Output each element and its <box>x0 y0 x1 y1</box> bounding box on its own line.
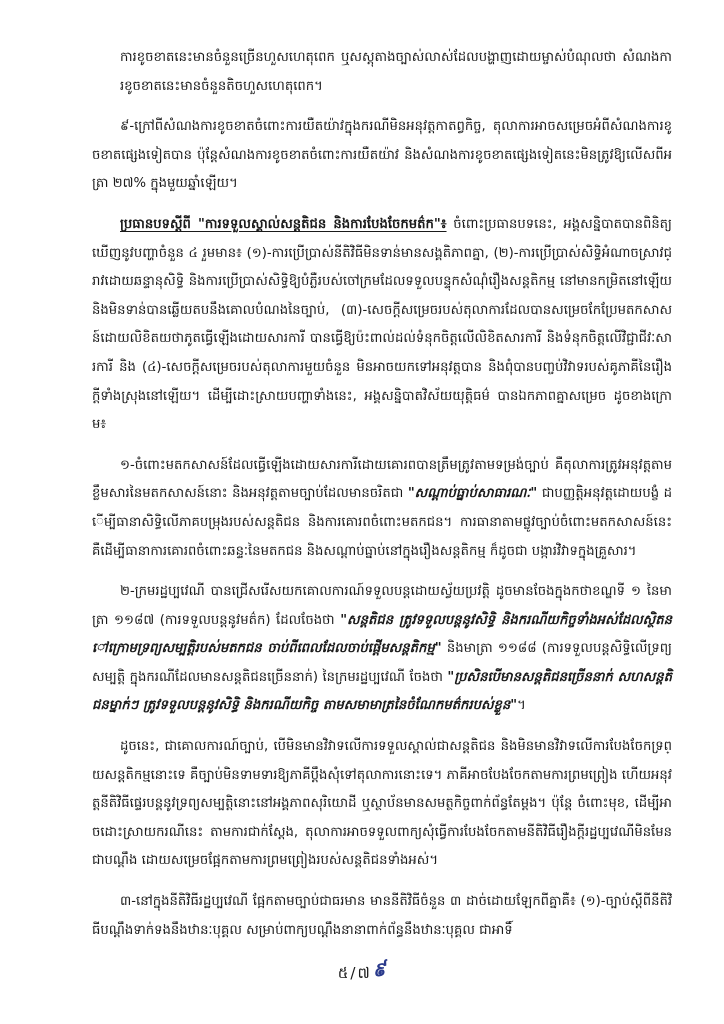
decision-2-text-after: ។ <box>517 698 526 714</box>
paragraph-decision-3: ៣-នៅក្នុងនីតិវិធីរដ្ឋប្បវេណី ផ្អែកតាមច្បាប់ជាធរមាន មាននីតិវិធីចំនួន ៣ ដាច់ដោយឡែកពីគ្នាគឺ៖ (១)-ច្បាប់ស្តីពីនីតិវិធីបណ្តឹងទាក់ទងនឹងឋានៈបុគ្គល សម្រាប់ពាក្យបណ្តឹងនានាពាក់ព័ន្ធនឹងឋានៈបុគ្គល ជាអាទិ៍ <box>92 894 672 938</box>
public-order-emphasis: "សណ្តាប់ធ្នាប់សាធារណៈ" <box>407 486 538 502</box>
section-heading: ប្រធានបទស្តីពី "ការទទួលស្គាល់សន្តតិជន និងការបែងចែកមត៌ក"៖ <box>120 216 447 232</box>
decision-2-text-middle: និងមាត្រា ១១៨៨ (ការទទួលបន្តសិទ្ធិលើទ្រព្យសម្បត្តិ ក្នុងករណីដែលមានសន្តតិជនច្រើននាក់) នៃក្រមរដ្ឋប្បវេណី ចែងថា <box>92 641 672 685</box>
handwritten-initial-mark: ៩ <box>370 958 388 982</box>
paragraph-topic-heirs <box>92 211 672 440</box>
paragraph-decision-2 <box>92 578 672 721</box>
decision-1-text-before: ១-ចំពោះមតកសាសន៍ដែលធ្វើឡើងដោយសារការីដោយគោរពបានត្រឹមត្រូវតាមទម្រង់ច្បាប់ គឺតុលាការត្រូវអនុវត្តតាមខ្លឹមសារនៃមតកសាសន៍នោះ និងអនុវត្តតាមច្បាប់ដែលមានចរិតជា <box>92 457 672 502</box>
page-footer <box>0 960 724 988</box>
section-body-text: ចំពោះប្រធានបទនេះ, អង្គសន្និបាតបានពិនិត្យឃើញនូវបញ្ហាចំនួន ៤ រួមមាន៖ (១)-ការប្រើប្រាស់នីតិវិធីមិនទាន់មានសង្គតិភាពគ្នា, (២)-ការប្រើប្រាស់សិទ្ធិអំណាចស្រាវជ្រាវដោយឆន្ទានុសិទ្ធិ និងការប្រើប្រាស់សិទ្ធិឱ្យបំភ្លឺរបស់ចៅក្រមដែលទទួលបន្ទុកសំណុំរឿងសន្តតិកម្ម នៅមានកម្រិតនៅឡើយ និងមិនទាន់បានឆ្លើយតបនឹងគោលបំណងនៃច្បាប់, (៣)-សេចក្តីសម្រេចរបស់តុលាការដែលបានសម្រេចកែប្រែមតកសាសន៍ដោយលិខិតយថាភូតធ្វើឡើងដោយសារការី បានធ្វើឱ្យប៉ះពាល់ដល់ទំនុកចិត្តលើលិខិតសារការី និងទំនុកចិត្តលើវិជ្ជាជីវៈសារការី និង (៤)-សេចក្តីសម្រេចរបស់តុលាការមួយចំនួន មិនអាចយកទៅអនុវត្តបាន និងពុំបានបញ្ចប់វិវាទរបស់គូភាគីនៃរឿងក្តីទាំងស្រុងនៅឡើយ។ ដើម្បីដោះស្រាយបញ្ហាទាំងនេះ, អង្គសន្និបាតវិស័យយុត្តិធម៌ បានឯកភាពគ្នាសម្រេច ដូចខាងក្រោម៖ <box>92 216 672 433</box>
article-1188-quote: "ប្រសិនបើមានសន្តតិជនច្រើននាក់ សហសន្តតិជនម្នាក់ៗ ត្រូវទទួលបន្តនូវសិទ្ធិ និងករណីយកិច្ច តាមសមាមាត្រនៃចំណែកមត៌ករបស់ខ្លួន" <box>92 669 672 714</box>
paragraph-principle: ដូចនេះ, ជាគោលការណ៍ច្បាប់, បើមិនមានវិវាទលើការទទួលស្គាល់ជាសន្តតិជន និងមិនមានវិវាទលើការបែងចែកទ្រព្យសន្តតិកម្មនោះទេ គឺច្បាប់មិនទាមទារឱ្យភាគីប្តឹងសុំទៅតុលាការនោះទេ។ ភាគីអាចបែងចែកតាមការព្រមព្រៀង ហើយអនុវត្តនីតិវិធីផ្ទេរបន្តនូវទ្រព្យសម្បត្តិនោះនៅអង្គភាពសុរិយោដី ឬស្ថាប័នមានសមត្ថកិច្ចពាក់ព័ន្ធតែម្តង។ ប៉ុន្តែ ចំពោះមុខ, ដើម្បីអាចដោះស្រាយករណីនេះ តាមការជាក់ស្តែង, តុលាការអាចទទួលពាក្យសុំធ្វើការបែងចែកតាមនីតិវិធីរឿងក្តីរដ្ឋប្បវេណីមិនមែនជាបណ្តឹង ដោយសម្រេចផ្អែកតាមការព្រមព្រៀងរបស់សន្តតិជនទាំងអស់។ <box>92 739 672 869</box>
article-1187-quote: "សន្តតិជន ត្រូវទទួលបន្តនូវសិទ្ធិ និងករណីយកិច្ចទាំងអស់ដែលស្ថិតនៅក្រោមទ្រព្យសម្បត្តិរបស់មតកជន ចាប់ពីពេលដែលចាប់ផ្តើមសន្តតិកម្ម" <box>92 612 672 657</box>
decision-2-text-before: ២-ក្រមរដ្ឋប្បវេណី បានជ្រើសរើសយកគោលការណ៍ទទួលបន្តដោយស្វ័យប្រវត្តិ ដូចមានចែងក្នុងកថាខណ្ឌទី ១ នៃមាត្រា ១១៨៧ (ការទទួលបន្តនូវមត៌ក) ដែលចែងថា <box>92 584 672 628</box>
paragraph-item-9: ៩-ក្រៅពីសំណងការខូចខាតចំពោះការយឺតយ៉ាវក្នុងករណីមិនអនុវត្តកាតព្វកិច្ច, តុលាការអាចសម្រេចអំពីសំណងការខូចខាតផ្សេងទៀតបាន ប៉ុន្តែសំណងការខូចខាតចំពោះការយឺតយ៉ាវ និងសំណងការខូចខាតផ្សេងទៀតនេះមិនត្រូវឱ្យលើសពីអត្រា ២៧% ក្នុងមួយឆ្នាំឡើយ។ <box>92 119 672 192</box>
paragraph-continuation: ការខូចខាតនេះមានចំនួនច្រើនហួសហេតុពេក ឬសស្តុតាងច្បាស់លាស់ដែលបង្ហាញដោយម្ចាស់បំណុលថា សំណងការខូចខាតនេះមានចំនួនតិចហួសហេតុពេក។ <box>120 50 672 94</box>
page-number: ៥/៧ <box>337 964 372 982</box>
paragraph-decision-1 <box>92 452 672 566</box>
decision-1-text-after: ជាបញ្ញត្តិអនុវត្តដោយបង្ខំ ដើម្បីធានាសិទ្ធិលើភាគបម្រុងរបស់សន្តតិជន និងការគោរពចំពោះមតកជន។ ការធានាតាមផ្លូវច្បាប់ចំពោះមតកសាសន៍នេះ គឺដើម្បីធានាការគោរពចំពោះឆន្ទៈនៃមតកជន និងសណ្តាប់ធ្នាប់នៅក្នុងរឿងសន្តតិកម្ម ក៏ដូចជា បង្ការវិវាទក្នុងគ្រួសារ។ <box>92 486 672 559</box>
